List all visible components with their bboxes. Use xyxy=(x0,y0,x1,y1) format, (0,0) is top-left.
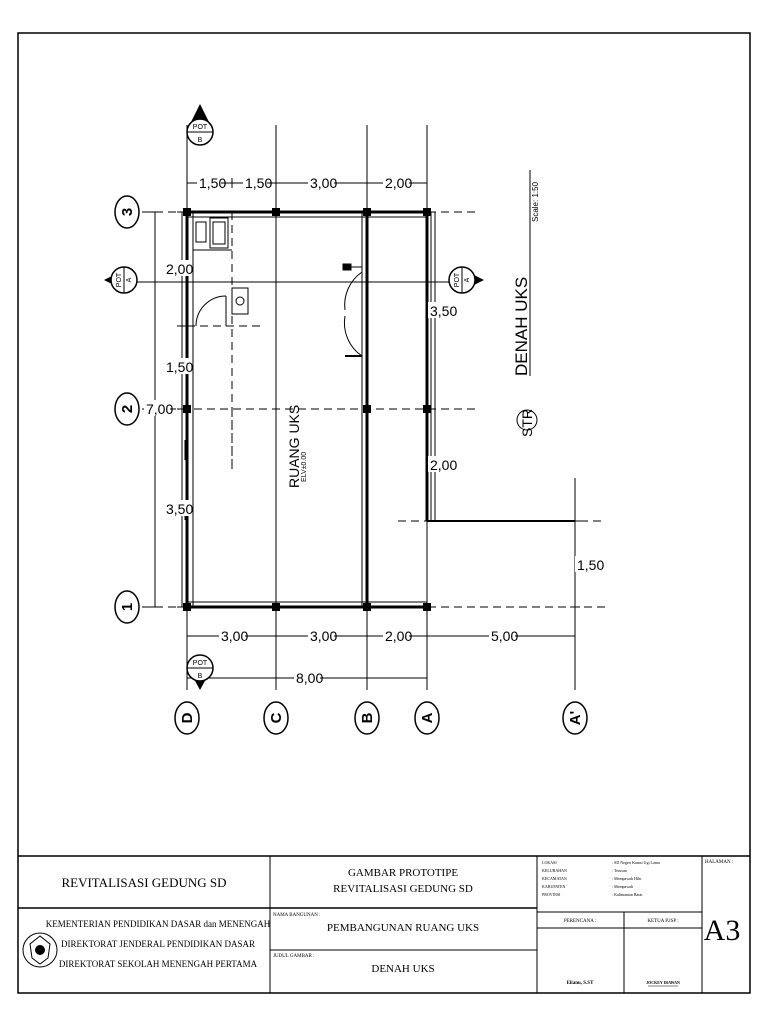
section-mark-right xyxy=(449,267,484,293)
dim-top-2: 1,50 xyxy=(245,175,273,191)
axis-A-prime xyxy=(563,702,587,734)
loc-label-3: KECAMATAN xyxy=(542,876,567,881)
drawing-label: JUDUL GAMBAR : xyxy=(273,954,315,959)
dim-top-4: 2,00 xyxy=(385,175,413,191)
svg-text:A: A xyxy=(419,712,436,724)
svg-text:POT: POT xyxy=(116,272,123,288)
building-label: NAMA BANGUNAN : xyxy=(273,913,321,918)
dim-left-1: 2,00 xyxy=(166,261,194,277)
dim-left-2: 1,50 xyxy=(166,359,194,375)
axis-3 xyxy=(115,196,139,228)
drawing-type-line2: REVITALISASI GEDUNG SD xyxy=(333,883,473,895)
drawing-type-line1: GAMBAR PROTOTIPE xyxy=(347,867,459,879)
dim-bottom-4: 5,00 xyxy=(491,628,519,644)
dim-top-1: 1,50 xyxy=(199,175,227,191)
axis-2 xyxy=(115,393,139,425)
svg-text:A: A xyxy=(126,277,133,283)
plan-title-prefix: STR xyxy=(519,409,535,437)
axis-C xyxy=(264,702,288,734)
axis-D xyxy=(175,702,199,734)
dim-right-ext: 1,50 xyxy=(577,557,605,573)
toilet-fixtures xyxy=(193,218,248,326)
svg-text:2: 2 xyxy=(119,404,136,414)
svg-text:C: C xyxy=(268,712,285,724)
room-name: RUANG UKS xyxy=(286,404,302,488)
dim-left-3: 3,50 xyxy=(166,501,194,517)
dim-left-total: 7,00 xyxy=(146,401,174,417)
loc-label-2: KELURAHAN xyxy=(542,868,567,873)
room-elevation: ELV±0.00 xyxy=(301,451,308,482)
ministry-line1: KEMENTERIAN PENDIDIKAN DASAR dan MENENGAH xyxy=(45,919,271,929)
loc-label-5: PROVINSI xyxy=(542,892,561,897)
svg-text:POT: POT xyxy=(192,124,208,131)
loc-value-1: : SD Negeri Kamsi Ugi Lama xyxy=(612,860,660,865)
planner-label: PERENCANA : xyxy=(563,919,597,924)
title-block xyxy=(18,856,750,993)
svg-text:B: B xyxy=(197,673,203,680)
loc-value-5: : Kalimantan Barat xyxy=(612,892,643,897)
dim-bottom-3: 2,00 xyxy=(385,628,413,644)
drawing-name: DENAH UKS xyxy=(371,963,435,975)
dim-bottom-2: 3,00 xyxy=(310,628,338,644)
chief-name: JOCKEY IRAWAN xyxy=(646,980,680,985)
chief-label: KETUA P2SP : xyxy=(647,919,679,924)
dim-bottom-total: 8,00 xyxy=(296,670,324,686)
svg-text:POT: POT xyxy=(454,272,461,288)
dim-top-3: 3,00 xyxy=(310,175,338,191)
page-number: A3 xyxy=(703,914,741,947)
project-title: REVITALISASI GEDUNG SD xyxy=(61,875,227,890)
svg-text:D: D xyxy=(179,712,196,724)
ministry-line3: DIREKTORAT SEKOLAH MENENGAH PERTAMA xyxy=(58,959,258,969)
section-mark-bottom xyxy=(187,655,213,690)
loc-value-2: : Terusan xyxy=(612,868,627,873)
loc-value-4: : Mempawah xyxy=(612,884,633,889)
loc-label-4: KABUPATEN xyxy=(542,884,566,889)
axis-A xyxy=(415,702,439,734)
plan-title: DENAH UKS xyxy=(512,276,531,376)
ministry-line2: DIREKTORAT JENDERAL PENDIDIKAN DASAR xyxy=(60,939,256,949)
door xyxy=(343,264,362,356)
axis-B xyxy=(355,702,379,734)
ministry-logo xyxy=(23,933,57,967)
building-name: PEMBANGUNAN RUANG UKS xyxy=(326,922,480,934)
plan-scale: Scale: 1:50 xyxy=(531,181,540,222)
svg-text:B: B xyxy=(359,712,376,724)
dim-right-2: 2,00 xyxy=(430,457,458,473)
dim-right-1: 3,50 xyxy=(430,303,458,319)
svg-text:A': A' xyxy=(567,710,584,726)
planner-name: Elianu, S.ST xyxy=(566,981,594,986)
axis-1 xyxy=(115,591,139,623)
page-label: HALAMAN : xyxy=(705,860,734,865)
loc-label-1: LOKASI xyxy=(542,860,557,865)
svg-text:B: B xyxy=(197,137,203,144)
floor-plan xyxy=(104,104,605,734)
svg-text:1: 1 xyxy=(119,602,136,612)
svg-text:A: A xyxy=(464,277,471,283)
svg-text:3: 3 xyxy=(119,207,136,217)
dim-bottom-1: 3,00 xyxy=(221,628,249,644)
section-mark-left xyxy=(104,267,137,293)
section-mark-top xyxy=(187,104,213,145)
loc-value-3: : Mempawah Hilir xyxy=(612,876,642,881)
svg-text:POT: POT xyxy=(192,660,208,667)
